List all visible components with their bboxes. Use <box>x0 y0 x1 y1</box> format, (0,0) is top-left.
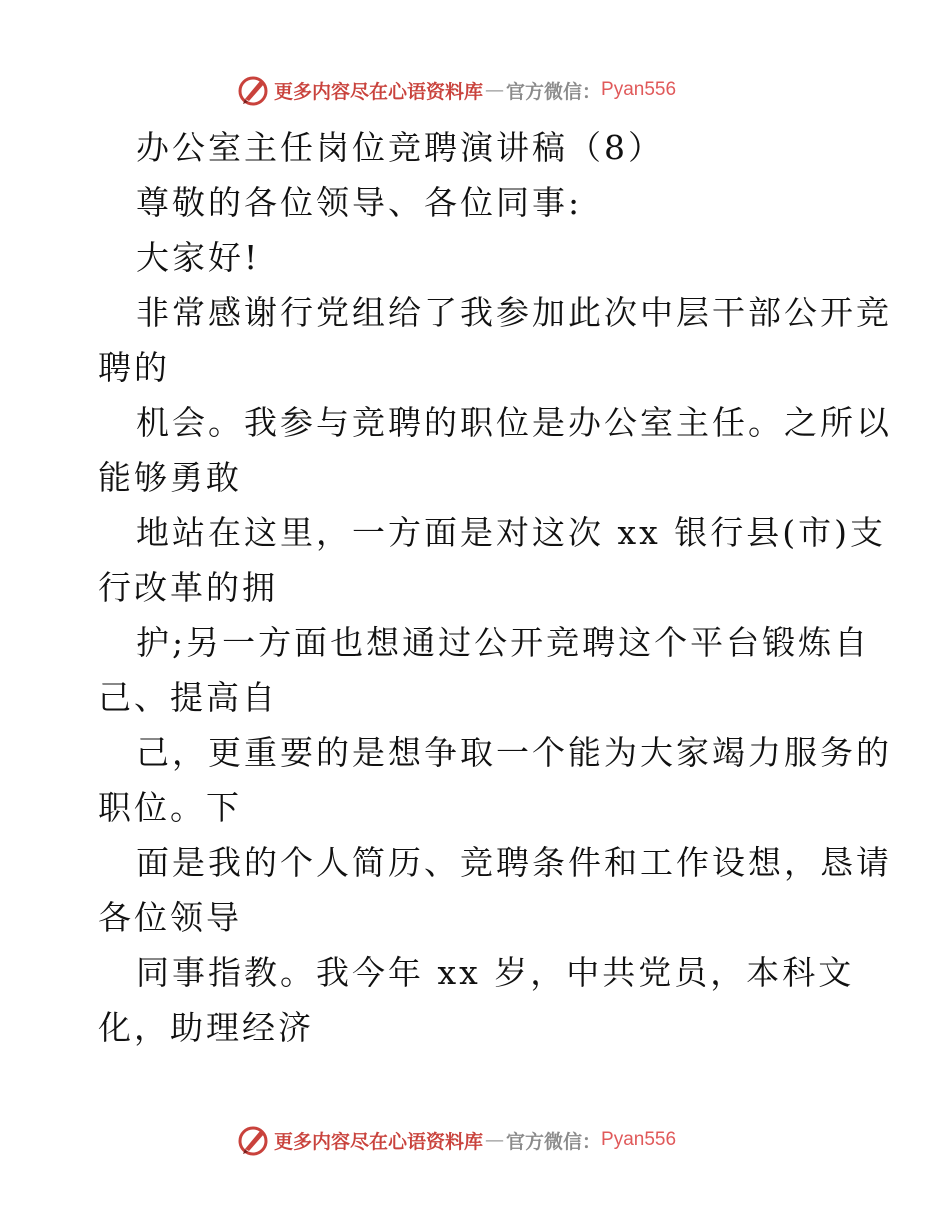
text-line: 能够勇敢 <box>98 458 242 497</box>
text-line: 面是我的个人简历、竞聘条件和工作设想，恳请 <box>136 843 892 882</box>
text-line: 机会。我参与竞聘的职位是办公室主任。之所以 <box>136 403 892 442</box>
banner-main-text: 更多内容尽在心语资料库 <box>274 1130 484 1153</box>
header-banner <box>236 73 676 107</box>
text-line: 同事指教。我今年 xx 岁，中共党员，本科文 <box>136 953 855 992</box>
banner-wechat-label: 官方微信： <box>506 1130 602 1153</box>
document-title: 办公室主任岗位竞聘演讲稿（8） <box>136 128 664 167</box>
banner-main-text: 更多内容尽在心语资料库 <box>274 80 484 103</box>
text-line: 行改革的拥 <box>98 568 278 607</box>
text-line: 化，助理经济 <box>98 1008 314 1047</box>
pen-logo-icon <box>236 73 270 107</box>
banner-wechat-id: Pyan556 <box>601 1129 677 1150</box>
salutation: 尊敬的各位领导、各位同事: <box>136 183 583 222</box>
document-body <box>98 120 892 1055</box>
text-line: 护;另一方面也想通过公开竞聘这个平台锻炼自 <box>136 623 871 662</box>
text-line: 己、提高自 <box>98 678 278 717</box>
text-line: 聘的 <box>98 348 170 387</box>
text-line: 各位领导 <box>98 898 242 937</box>
footer-banner <box>236 1123 676 1157</box>
text-line: 非常感谢行党组给了我参加此次中层干部公开竞 <box>136 293 892 332</box>
banner-separator: — <box>485 79 505 101</box>
banner-wechat-label: 官方微信： <box>506 80 602 103</box>
pen-logo-icon <box>236 1123 270 1157</box>
text-line: 地站在这里，一方面是对这次 xx 银行县(市)支 <box>136 513 886 552</box>
greeting: 大家好! <box>136 238 261 277</box>
text-line: 职位。下 <box>98 788 242 827</box>
text-line: 己，更重要的是想争取一个能为大家竭力服务的 <box>136 733 892 772</box>
banner-wechat-id: Pyan556 <box>601 79 677 100</box>
banner-separator: — <box>485 1129 505 1151</box>
